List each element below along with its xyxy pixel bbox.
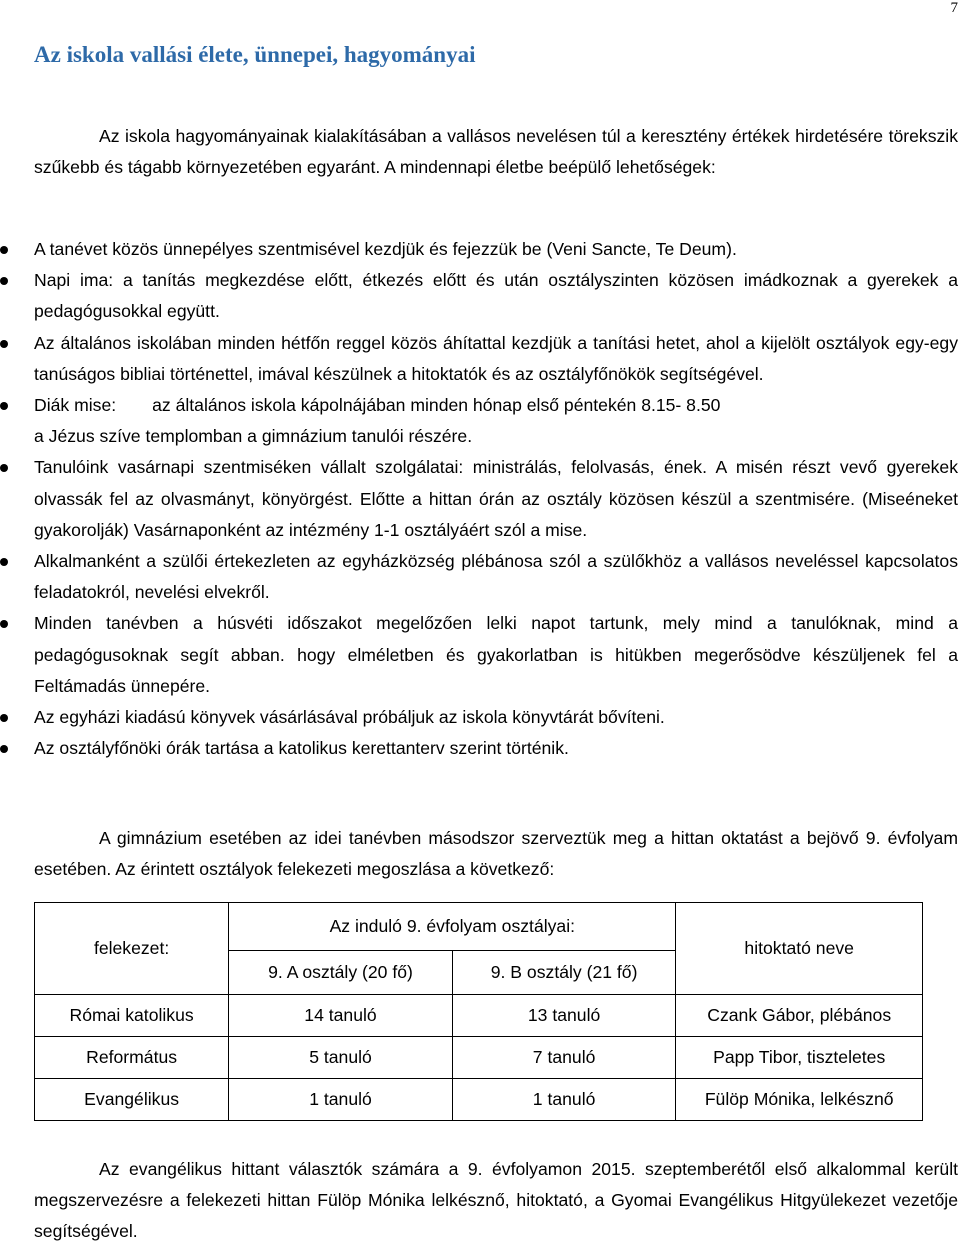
bullet-icon [0, 277, 8, 285]
denomination-table [34, 902, 923, 1121]
bullet-icon [0, 745, 8, 753]
table-row [35, 995, 923, 1037]
bullet-icon [0, 714, 8, 722]
cell-class-b: 1 tanuló [452, 1079, 676, 1121]
table-row [35, 1037, 923, 1079]
list-item: Az osztályfőnöki órák tartása a katolikus kerettanterv szerint történik. [34, 733, 958, 764]
list-item-diak-mise [34, 390, 958, 452]
list-item: Minden tanévben a húsvéti időszakot megelőzően lelki napot tartunk, mely mind a tanulóknak, mind a pedagógusoknak segít abban. hogy elméletben és gyakorlatban is hitükben megerősödve készüljenek fel a Feltámadás ünnepére. [34, 608, 958, 702]
header-denomination: felekezet: [35, 903, 229, 995]
page-number: 7 [950, 0, 958, 16]
list-item: A tanévet közös ünnepélyes szentmisével kezdjük és fejezzük be (Veni Sancte, Te Deum). [34, 234, 958, 265]
list-item: Alkalmanként a szülői értekezleten az egyházközség plébánosa szól a szülőkhöz a vallásos neveléssel kapcsolatos feladatokról, nevelési elvekről. [34, 546, 958, 608]
header-class-a: 9. A osztály (20 fő) [229, 951, 453, 995]
diak-mise-line1: az általános iskola kápolnájában minden hónap első péntekén 8.15- 8.50 [152, 395, 721, 416]
cell-teacher: Czank Gábor, plébános [676, 995, 923, 1037]
cell-class-a: 14 tanuló [229, 995, 453, 1037]
list-item: Tanulóink vasárnapi szentmiséken vállalt szolgálatai: ministrálás, felolvasás, ének. A misén részt vevő gyerekek olvassák fel az olvasmányt, könyörgést. Előtte a hittan órán az osztály közösen készül a szentmisére. (Miseéneket gyakorolják) Vasárnaponként az intézmény 1-1 osztályáért szól a mise. [34, 452, 958, 546]
diak-mise-label: Diák mise: [34, 395, 117, 416]
cell-class-b: 7 tanuló [452, 1037, 676, 1079]
cell-denomination: Evangélikus [35, 1079, 229, 1121]
cell-class-b: 13 tanuló [452, 995, 676, 1037]
list-item: Az általános iskolában minden hétfőn reggel közös áhítattal kezdjük a tanítási hetet, ahol a kijelölt osztályok egy-egy tanúságos bibliai történettel, imával készülnek a hitoktatók és az osztályfőnökök segítségével. [34, 328, 958, 390]
header-class-b: 9. B osztály (21 fő) [452, 951, 676, 995]
bullet-icon [0, 464, 8, 472]
header-class-group: Az induló 9. évfolyam osztályai: [229, 903, 676, 951]
bullet-icon [0, 558, 8, 566]
bullet-icon [0, 402, 8, 410]
bullet-list [34, 234, 958, 764]
table-row [35, 1079, 923, 1121]
bullet-icon [0, 620, 8, 628]
evangelikus-paragraph: Az evangélikus hittant választók számára a 9. évfolyamon 2015. szeptemberétől első alkalommal került megszervezésre a felekezeti hittan Fülöp Mónika lelkésznő, hitoktató, a Gyomai Evangélikus Hitgyülekezet vezetője segítségével. [34, 1159, 958, 1241]
bullet-icon [0, 340, 8, 348]
diak-mise-line2: a Jézus szíve templomban a gimnázium tanulói részére. [34, 426, 473, 447]
gimnazium-paragraph: A gimnázium esetében az idei tanévben másodszor szerveztük meg a hittan oktatást a bejövő 9. évfolyam esetében. Az érintett osztályok felekezeti megoszlása a következő: [34, 828, 958, 879]
cell-denomination: Református [35, 1037, 229, 1079]
cell-teacher: Papp Tibor, tiszteletes [676, 1037, 923, 1079]
intro-paragraph: Az iskola hagyományainak kialakításában a vallásos nevelésen túl a keresztény értékek hirdetésére törekszik szűkebb és tágabb környezetében egyaránt. A mindennapi életbe beépülő lehetőségek: [34, 126, 958, 177]
cell-class-a: 5 tanuló [229, 1037, 453, 1079]
cell-denomination: Római katolikus [35, 995, 229, 1037]
bullet-icon [0, 246, 8, 254]
cell-teacher: Fülöp Mónika, lelkésznő [676, 1079, 923, 1121]
header-teacher: hitoktató neve [676, 903, 923, 995]
section-title: Az iskola vallási élete, ünnepei, hagyományai [34, 42, 476, 67]
cell-class-a: 1 tanuló [229, 1079, 453, 1121]
list-item: Napi ima: a tanítás megkezdése előtt, étkezés előtt és után osztályszinten közösen imádkoznak a gyerekek a pedagógusokkal együtt. [34, 265, 958, 327]
list-item: Az egyházi kiadású könyvek vásárlásával próbáljuk az iskola könyvtárát bővíteni. [34, 702, 958, 733]
